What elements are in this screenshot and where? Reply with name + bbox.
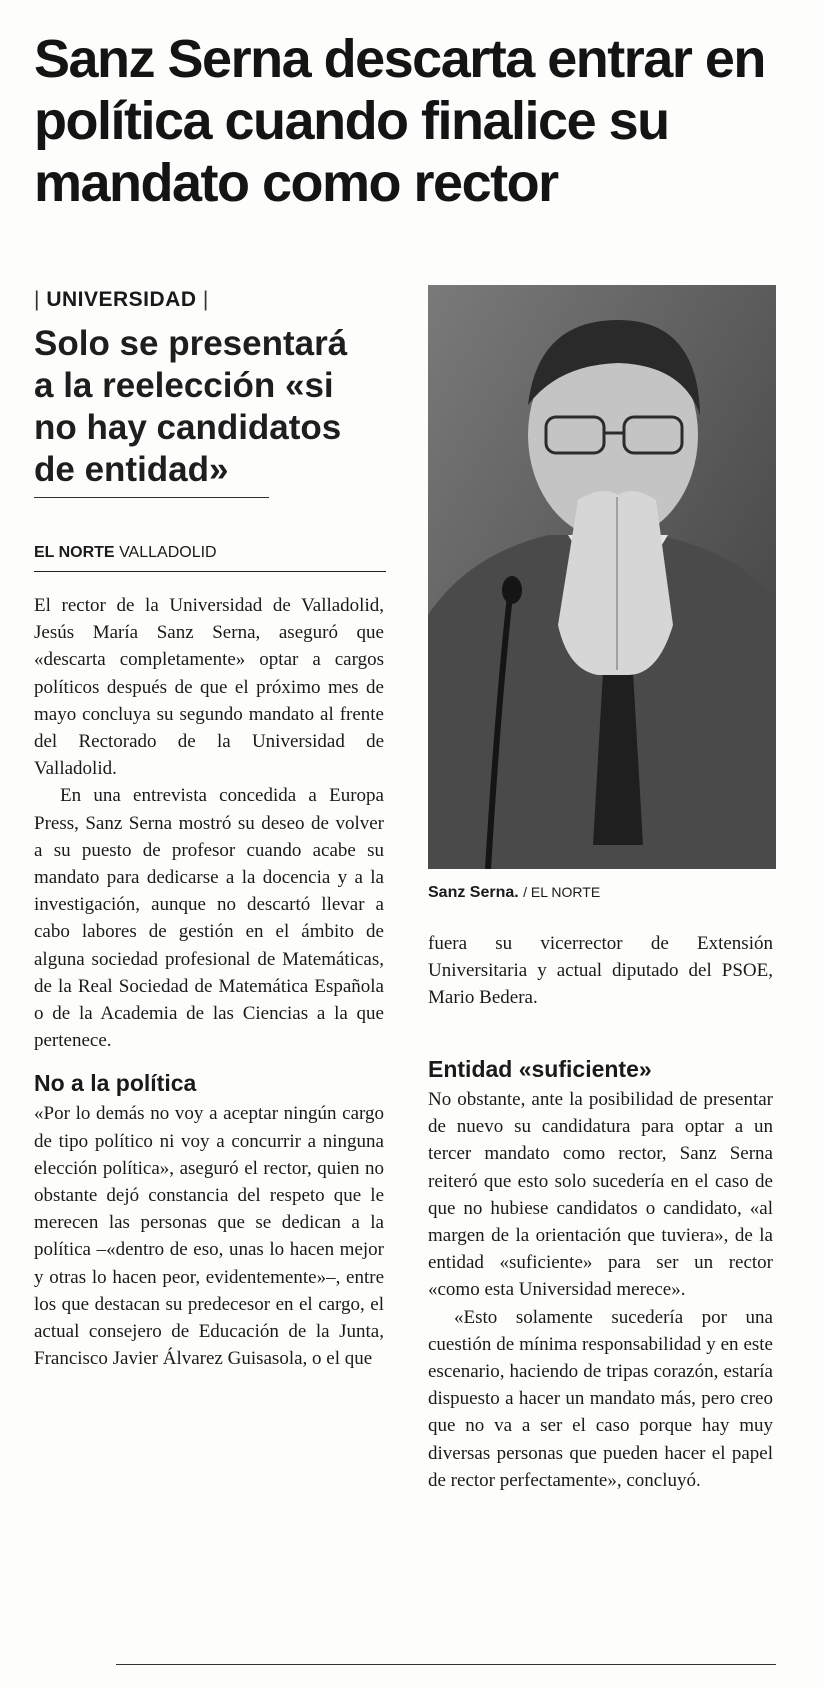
body-paragraph: No obstante, ante la posibilidad de presentar de nuevo su candidatura para optar a un tercer mandato como rector, Sanz Serna reiteró que esto solo sucedería en el caso de que no hubiese candidatos o candidato, «al margen de la orientación que tuviera», de la entidad «suficiente» para ser un rector «como esta Universidad merece».	[428, 1089, 773, 1301]
body-column-right-continuation	[428, 930, 773, 1012]
section-label: UNIVERSIDAD	[46, 288, 197, 311]
photo-caption	[428, 884, 600, 902]
subhead: Solo se presentará a la reelección «si no hay candidatos de entidad»	[34, 324, 348, 489]
headline: Sanz Serna descarta entrar en política cuando finalice su mandato como rector	[34, 29, 765, 213]
bottom-divider	[116, 1664, 776, 1665]
section-bar-right: |	[202, 288, 209, 311]
body-paragraph: «Por lo demás no voy a aceptar ningún cargo de tipo político ni voy a concurrir a ninguna elección política», aseguró el rector, quien no obstante dejó constancia del respeto que le merecen las personas que se dedican a la política –«dentro de eso, unas lo hacen mejor y otras lo hacen peor, evidentemente»–, entre los que destacan su predecesor en el cargo, el actual consejero de Educación de la Junta, Francisco Javier Álvarez Guisasola, o el que	[34, 1103, 384, 1370]
body-paragraph: En una entrevista concedida a Europa Press, Sanz Serna mostró su deseo de volver a su puesto de profesor cuando acabe su mandato para dedicarse a la docencia y a la investigación, aunque no descartó llevar a cabo labores de gestión en el ámbito de alguna sociedad profesional de Matemáticas, de la Real Sociedad de Matemática Española o de la Academia de las Ciencias a la que pertenece.	[34, 785, 384, 1052]
subhead-divider	[34, 497, 269, 498]
body-paragraph: fuera su vicerrector de Extensión Universitaria y actual diputado del PSOE, Mario Bedera.	[428, 933, 773, 1009]
byline-agency: EL NORTE	[34, 544, 115, 561]
body-column-left	[34, 592, 384, 1372]
body-paragraph: El rector de la Universidad de Valladolid, Jesús María Sanz Serna, aseguró que «descarta completamente» optar a cargos políticos después de que el próximo mes de mayo concluya su segundo mandato al frente del Rectorado de la Universidad de Valladolid.	[34, 595, 384, 780]
portrait-photo	[428, 285, 776, 869]
caption-name: Sanz Serna.	[428, 884, 519, 901]
byline	[34, 544, 217, 562]
byline-divider	[34, 571, 386, 572]
caption-credit: / EL NORTE	[523, 884, 601, 900]
body-column-right	[428, 1040, 773, 1494]
subheading-entidad: Entidad «suficiente»	[428, 1056, 652, 1082]
byline-location: VALLADOLID	[119, 544, 217, 561]
body-paragraph: «Esto solamente sucedería por una cuestión de mínima responsabilidad y en este escenario, haciendo de tripas corazón, estaría dispuesto a hacer un mandato más, pero creo que no va a ser el caso porque hay muy diversas personas que pueden hacer el papel de rector perfectamente», concluyó.	[428, 1306, 773, 1491]
subheading-politica: No a la política	[34, 1070, 197, 1097]
section-bar-left: |	[34, 288, 40, 311]
portrait-illustration	[428, 285, 776, 869]
section-tag	[34, 288, 209, 312]
